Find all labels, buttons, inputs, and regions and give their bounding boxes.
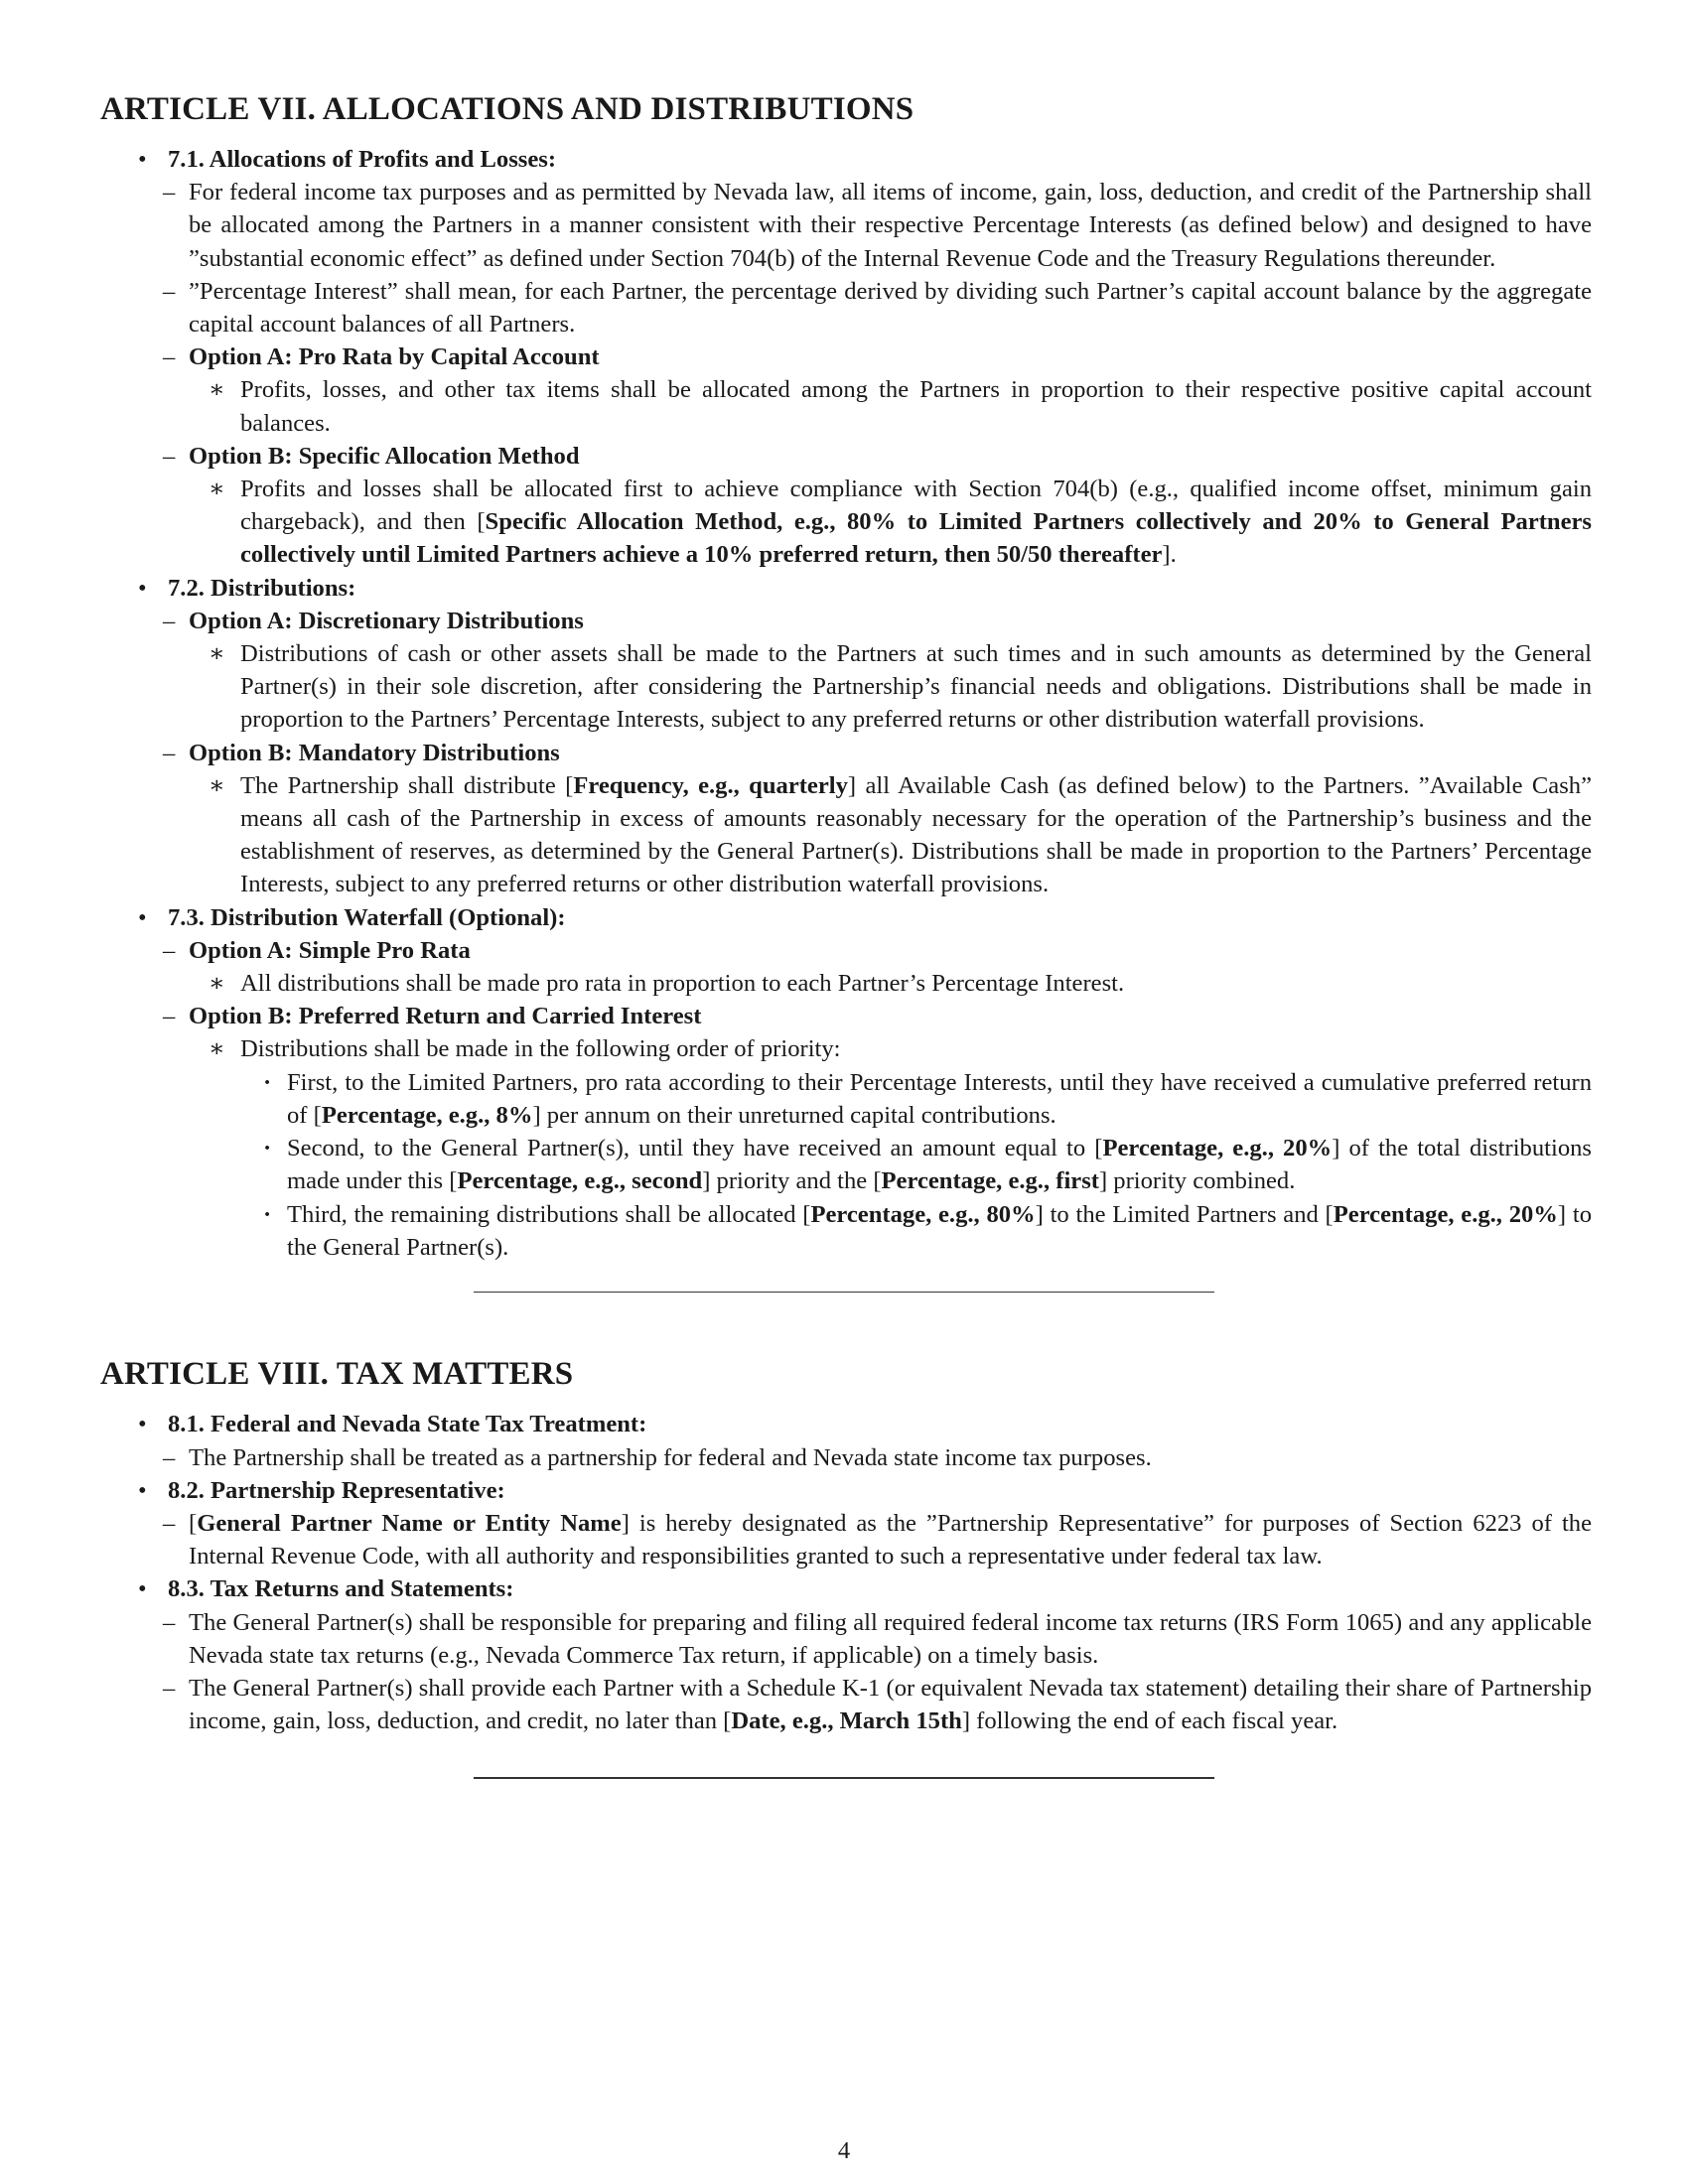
placeholder-field: Percentage, e.g., 20% bbox=[1333, 1200, 1558, 1228]
placeholder-field: Frequency, e.g., quarterly bbox=[573, 771, 848, 799]
page-number: 4 bbox=[837, 2137, 851, 2164]
placeholder-field: General Partner Name or Entity Name bbox=[197, 1510, 622, 1538]
section-7-1 bbox=[100, 143, 1592, 572]
section-7-3-option-a-text: ∗ All distributions shall be made pro rata in proportion to each Partner’s Percentage Interest. bbox=[189, 967, 1592, 1000]
section-8-3 bbox=[100, 1572, 1592, 1737]
section-8-2-heading: 8.2. Partnership Representative: bbox=[168, 1476, 505, 1504]
section-7-3-option-b-intro: ∗ Distributions shall be made in the following order of priority: · First, to the Limited Partners, pro rata according to their Percentage Interests, until they have received a cumulative preferred return of [Percentage, e.g., 8%] per annum on their unreturned capital contributions. · Second, to the General Partner(s), until they have received an amount equal to [Percentage, e.g., 20%] of the total distributions made under this [Percentage, e.g., second] priority and the [Percentage, e.g., first] priority combined. · Third, the remaining distributions shall be allocated [Percentage, e.g., 80%] to the Limited Partners and [Percentage, e.g., 20%] to the General Partner(s). bbox=[189, 1032, 1592, 1263]
article-7-sections bbox=[100, 143, 1592, 1264]
section-7-3-option-a: – Option A: Simple Pro Rata ∗ All distributions shall be made pro rata in proportion to each Partner’s Percentage Interest. bbox=[160, 934, 1592, 1000]
article-8-sections bbox=[100, 1408, 1592, 1737]
document-page bbox=[100, 89, 1592, 1779]
section-7-2-option-b: – Option B: Mandatory Distributions ∗ The Partnership shall distribute [Frequency, e.g., quarterly] all Available Cash (as defined below) to the Partners. ”Available Cash” means all cash of the Partnership in excess of amounts reasonably necessary for the operation of the Partnership’s business and the establishment of reserves, as determined by the General Partner(s). Distributions shall be made in proportion to the Partners’ Percentage Interests, subject to any preferred returns or other distribution waterfall provisions. bbox=[160, 737, 1592, 901]
section-8-2-paragraph-1: – [General Partner Name or Entity Name] is hereby designated as the ”Partnership Representative” for purposes of Section 6223 of the Internal Revenue Code, with all authority and responsibilities granted to such a representative under federal tax law. bbox=[160, 1507, 1592, 1572]
section-7-3 bbox=[100, 901, 1592, 1264]
section-7-1-option-a: – Option A: Pro Rata by Capital Account ∗ Profits, losses, and other tax items shall be allocated among the Partners in proportion to their respective positive capital account balances. bbox=[160, 341, 1592, 440]
article-8-title: ARTICLE VIII. TAX MATTERS bbox=[100, 1356, 574, 1393]
section-7-1-option-b: – Option B: Specific Allocation Method ∗ Profits and losses shall be allocated first to achieve compliance with Section 704(b) (e.g., qualified income offset, minimum gain chargeback), and then [Specific Allocation Method, e.g., 80% to Limited Partners collectively and 20% to General Partners collectively until Limited Partners achieve a 10% preferred return, then 50/50 thereafter]. bbox=[160, 440, 1592, 572]
section-7-3-heading: 7.3. Distribution Waterfall (Optional): bbox=[168, 903, 566, 931]
section-7-2-heading: 7.2. Distributions: bbox=[168, 574, 356, 602]
placeholder-field: Percentage, e.g., 80% bbox=[810, 1200, 1036, 1228]
section-7-1-paragraph-1: – For federal income tax purposes and as permitted by Nevada law, all items of income, gain, loss, deduction, and credit of the Partnership shall be allocated among the Partners in a manner consistent with their respective Percentage Interests (as defined below) and designed to have ”substantial economic effect” as defined under Section 704(b) of the Internal Revenue Code and the Treasury Regulations thereunder. bbox=[160, 176, 1592, 275]
section-7-2-option-b-text: ∗ The Partnership shall distribute [Frequency, e.g., quarterly] all Available Cash (as defined below) to the Partners. ”Available Cash” means all cash of the Partnership in excess of amounts reasonably necessary for the operation of the Partnership’s business and the establishment of reserves, as determined by the General Partner(s). Distributions shall be made in proportion to the Partners’ Percentage Interests, subject to any preferred returns or other distribution waterfall provisions. bbox=[189, 769, 1592, 901]
article-7-title: ARTICLE VII. ALLOCATIONS AND DISTRIBUTIONS bbox=[100, 91, 914, 127]
waterfall-third-priority: · Third, the remaining distributions shall be allocated [Percentage, e.g., 80%] to the Limited Partners and [Percentage, e.g., 20%] to the General Partner(s). bbox=[240, 1198, 1592, 1264]
placeholder-field: Date, e.g., March 15th bbox=[731, 1707, 962, 1735]
section-7-2 bbox=[100, 572, 1592, 901]
section-8-3-paragraph-2: – The General Partner(s) shall provide each Partner with a Schedule K-1 (or equivalent Nevada tax statement) detailing their share of Partnership income, gain, loss, deduction, and credit, no later than [Date, e.g., March 15th] following the end of each fiscal year. bbox=[160, 1672, 1592, 1737]
waterfall-first-priority: · First, to the Limited Partners, pro rata according to their Percentage Interests, until they have received a cumulative preferred return of [Percentage, e.g., 8%] per annum on their unreturned capital contributions. bbox=[240, 1066, 1592, 1132]
section-7-2-option-a: – Option A: Discretionary Distributions ∗ Distributions of cash or other assets shall be made to the Partners at such times and in such amounts as determined by the General Partner(s) in their sole discretion, after considering the Partnership’s financial needs and obligations. Distributions shall be made in proportion to the Partners’ Percentage Interests, subject to any preferred returns or other distribution waterfall provisions. bbox=[160, 605, 1592, 737]
waterfall-second-priority: · Second, to the General Partner(s), until they have received an amount equal to [Percentage, e.g., 20%] of the total distributions made under this [Percentage, e.g., second] priority and the [Percentage, e.g., first] priority combined. bbox=[240, 1132, 1592, 1197]
section-7-1-paragraph-2: – ”Percentage Interest” shall mean, for each Partner, the percentage derived by dividing such Partner’s capital account balance by the aggregate capital account balances of all Partners. bbox=[160, 275, 1592, 341]
section-8-3-paragraph-1: – The General Partner(s) shall be responsible for preparing and filing all required federal income tax returns (IRS Form 1065) and any applicable Nevada state tax returns (e.g., Nevada Commerce Tax return, if applicable) on a timely basis. bbox=[160, 1606, 1592, 1672]
section-8-3-heading: 8.3. Tax Returns and Statements: bbox=[168, 1575, 514, 1603]
placeholder-field: Percentage, e.g., 20% bbox=[1102, 1135, 1333, 1162]
section-8-2 bbox=[100, 1474, 1592, 1573]
section-7-2-option-a-text: ∗ Distributions of cash or other assets shall be made to the Partners at such times and in such amounts as determined by the General Partner(s) in their sole discretion, after considering the Partnership’s financial needs and obligations. Distributions shall be made in proportion to the Partners’ Percentage Interests, subject to any preferred returns or other distribution waterfall provisions. bbox=[189, 637, 1592, 737]
section-8-1-paragraph-1: – The Partnership shall be treated as a partnership for federal and Nevada state income tax purposes. bbox=[160, 1441, 1592, 1474]
section-7-1-heading: 7.1. Allocations of Profits and Losses: bbox=[168, 146, 557, 173]
section-7-1-option-a-text: ∗ Profits, losses, and other tax items shall be allocated among the Partners in proportion to their respective positive capital account balances. bbox=[189, 373, 1592, 439]
placeholder-field: Percentage, e.g., 8% bbox=[321, 1101, 533, 1129]
section-7-3-option-b: – Option B: Preferred Return and Carried Interest ∗ Distributions shall be made in the following order of priority: · First, to the Limited Partners, pro rata according to their Percentage Interests, until they have received a cumulative preferred return of [Percentage, e.g., 8%] per annum on their unreturned capital contributions. · Second, to the General Partner(s), until they have received an amount equal to [Percentage, e.g., 20%] of the total distributions made under this [Percentage, e.g., second] priority and the [Percentage, e.g., first] priority combined. · Third, the remaining distributions shall be allocated [Percentage, e.g., 80%] to the Limited Partners and [Percentage, e.g., 20%] to the General Partner(s). bbox=[160, 1000, 1592, 1264]
placeholder-field: Percentage, e.g., second bbox=[457, 1167, 703, 1195]
section-divider bbox=[474, 1292, 1214, 1294]
placeholder-field: Percentage, e.g., first bbox=[881, 1167, 1099, 1195]
section-8-1-heading: 8.1. Federal and Nevada State Tax Treatment: bbox=[168, 1411, 647, 1438]
section-7-1-option-b-text: ∗ Profits and losses shall be allocated first to achieve compliance with Section 704(b) (e.g., qualified income offset, minimum gain chargeback), and then [Specific Allocation Method, e.g., 80% to Limited Partners collectively and 20% to General Partners collectively until Limited Partners achieve a 10% preferred return, then 50/50 thereafter]. bbox=[189, 473, 1592, 572]
section-divider bbox=[474, 1777, 1214, 1779]
placeholder-field: Specific Allocation Method, e.g., 80% to Limited Partners collectively and 20% to General Partners collectively until Limited Partners achieve a 10% preferred return, then 50/50 thereafter bbox=[240, 508, 1593, 569]
section-8-1 bbox=[100, 1408, 1592, 1473]
